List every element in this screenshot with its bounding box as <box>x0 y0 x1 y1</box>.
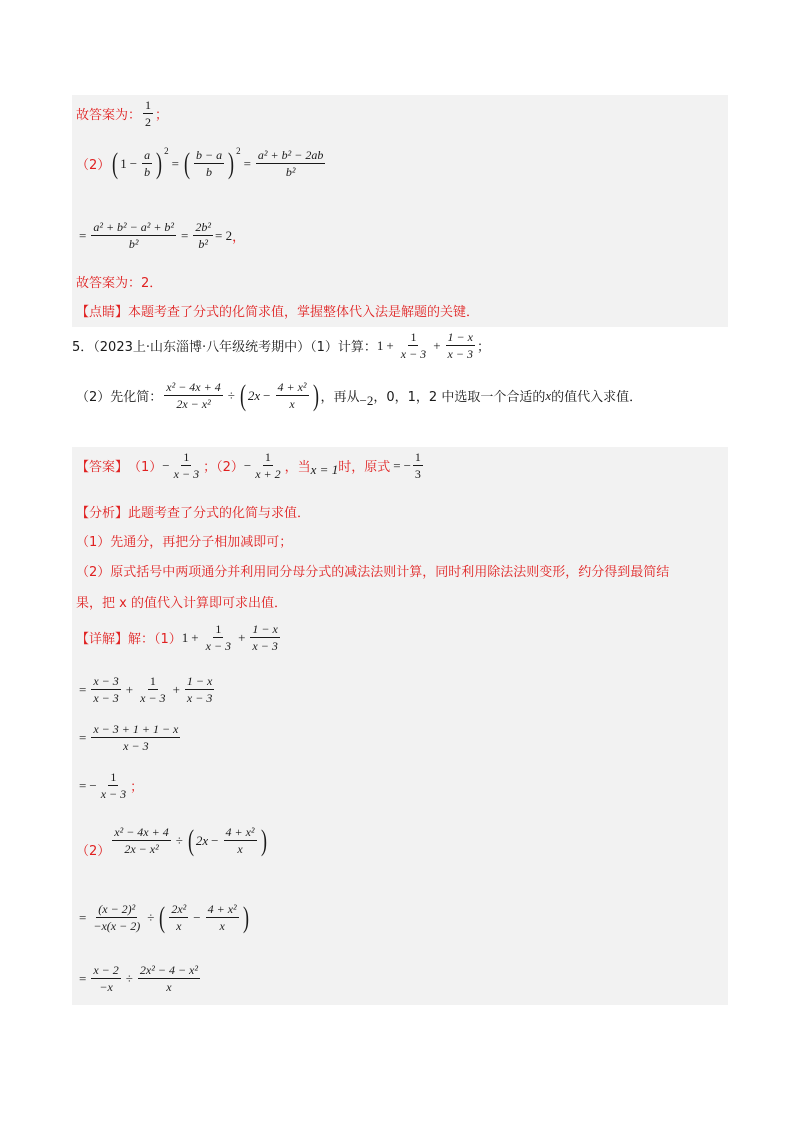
question-5-head: 5．（2023上·山东淄博·八年级统考期中）（1）计算： <box>72 340 377 355</box>
analysis-title: 【分析】此题考查了分式的化简与求值． <box>76 506 311 521</box>
question-5-part2-expression: $\frac{\text{x² − 4x + 4}}{\text{2x − x²}}$ ÷ ( 2x − $\frac{\text{4 + x²}}{x}$ ) <box>166 378 319 412</box>
answer-2-formula: − $\frac{1}{x + 2}$ <box>243 450 281 481</box>
part2-expansion-line <box>76 148 327 179</box>
detail-step-2: = $\frac{x - 3 + 1 + 1 - x}{x - 3}$ <box>79 722 179 753</box>
part2-label: （2） <box>76 158 111 173</box>
answer-half-line: 故答案为： $\frac{1}{2}$ ； <box>76 98 169 129</box>
analysis-line-3: 果，把 x 的值代入计算即可求出值． <box>76 596 287 611</box>
answer-value: = − $\frac{1}{3}$ <box>393 450 421 481</box>
key-point-line: 【点睛】本题考查了分式的化简求值，掌握整体代入法是解题的关键． <box>76 305 480 320</box>
answer-label: 故答案为： <box>76 108 142 123</box>
solution-panel-top <box>72 95 728 327</box>
detail-step-1: = $\frac{x - 3}{x - 3}$ + $\frac{1}{x - 3}$ + $\frac{1 - x}{x - 3}$ <box>79 674 213 705</box>
part2-result-formula: = $\frac{\text{a² + b² − a² + b²}}{\text{b²}}$ = $\frac{\text{2b²}}{\text{b²}}$ = 2 <box>79 220 233 251</box>
answer-two-line: 故答案为：2． <box>76 276 163 291</box>
question-5-part2: （2）先化简： $\frac{\text{x² − 4x + 4}}{\text{2x − x²}}$ ÷ ( 2x − $\frac{\text{4 + x²}}{x}$ ) ，再从 −2 ，0，1，2 中选取一个合适的 x 的值代入求值． <box>76 378 643 412</box>
question-5-part1: 5．（2023上·山东淄博·八年级统考期中）（1）计算： 1 + $\frac{1}{x - 3}$ + $\frac{1 - x}{x - 3}$ ； <box>72 330 490 361</box>
answer-line: 【答案】 （1） − $\frac{1}{x - 3}$ ；（2） − $\frac{1}{x + 2}$ ，当 x = 1 时，原式 = − $\frac{1}{3}$ <box>76 450 425 481</box>
detail-line-1: 【详解】解：（1） 1 + $\frac{1}{x - 3}$ + $\frac{1 - x}{x - 3}$ <box>76 622 282 653</box>
detail-part2-step-1: = $\frac{\text{(x − 2)²}}{-x(x - 2)}$ ÷ ( $\frac{\text{2x²}}{x}$ − $\frac{\text{4 + x²}}{x}$ ) <box>79 900 249 934</box>
part2-formula: ( 1 − $\frac{a}{b}$ ) 2 = ( $\frac{b - a}{b}$ ) 2 = $\frac{\text{a² + b² − 2ab}}{\text{b²}}$ <box>112 146 324 180</box>
fraction-half: $\frac{1}{2}$ <box>145 98 152 129</box>
analysis-line-1: （1）先通分，再把分子相加减即可； <box>76 535 293 550</box>
detail-step-0: 1 + $\frac{1}{x - 3}$ + $\frac{1 - x}{x - 3}$ <box>181 622 278 653</box>
question-5-expression: 1 + $\frac{1}{x - 3}$ + $\frac{1 - x}{x - 3}$ <box>376 330 473 361</box>
detail-line-2: （2） $\frac{\text{x² − 4x + 4}}{\text{2x − x²}}$ ÷ ( 2x − $\frac{\text{4 + x²}}{x}$ ) <box>76 823 267 859</box>
answer-1-formula: − $\frac{1}{x - 3}$ <box>162 450 200 481</box>
analysis-line-2: （2）原式括号中两项通分并利用同分母分式的减法法则计算，同时利用除法法则变形，约分得到最简结 <box>76 565 670 580</box>
detail-part2-step-0: $\frac{\text{x² − 4x + 4}}{\text{2x − x²}}$ ÷ ( 2x − $\frac{\text{4 + x²}}{x}$ ) <box>114 823 267 857</box>
detail-step-3: = − $\frac{1}{x - 3}$ ； <box>79 770 144 801</box>
part2-result-line: = $\frac{\text{a² + b² − a² + b²}}{\text{b²}}$ = $\frac{\text{2b²}}{\text{b²}}$ = 2 ， <box>76 220 245 251</box>
detail-part2-step-2: = $\frac{x - 2}{-x}$ ÷ $\frac{\text{2x² − 4 − x²}}{x}$ <box>79 963 198 994</box>
